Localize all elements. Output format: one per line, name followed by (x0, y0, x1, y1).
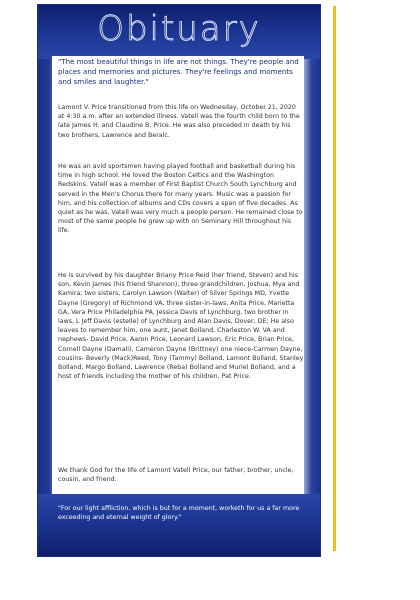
gold-divider-line (333, 6, 336, 551)
paragraph-survivors: He is survived by his daughter Briany Price Reid (her friend, Steven) and his son, Kevin James (his friend Shannon), three grandchildren, Joshua, Mya and Kamira; two sisters, Carolyn Lawson (Walter) of Silver Springs MD, Yvette Dayne (Gregory) of Richmond VA, three sister-in-laws, Anita Price, Marietta GA, Vera Price Philadelphia PA, Jessica Davis of Lynchburg, two brother in laws, L Jeff Davis (estelle) of Lynchburg and Alan Davis, Dover, DE; He also leaves to remember him, one aunt, Janet Bolland, Charleston W. VA and nephews- David Price, Aaron Price, Leonard Lawson, Eric Price, Brian Price, Cornell Dayne (Damali), Cameron Dayne (Brittney) one niece-Carmen Dayne, cousins- Beverly (Mack)Reed, Tony (Tammy) Bolland, Lamont Bolland, Stanley Bolland, Margo Bolland, Lawrence (Reba) Bolland and Muriel Bolland, and a host of friends including the mother of his children, Pat Price. (58, 272, 304, 381)
page-title: Obituary (97, 9, 261, 49)
paragraph-announcement: Lamont V. Price transitioned from this life on Wednesday, October 21, 2020 at 4:30 a.m. after an extended illness. Vatell was the fourth child born to the late James H. and Claudine B. Price. He was also preceded in death by his two brothers, Lawrence and Beralc. (58, 104, 300, 139)
paragraph-life: He was an avid sportsmen having played football and basketball during his time in high school. He loved the Boston Celtics and the Washington Redskins. Vatell was a member of First Baptist Church South Lynchburg and served in the Men's Chorus there for many years. Music was a passion for him, and his collection of albums and CDs covers a span of five decades. As quiet as he was, Vatell was very much a people person. He remained close to most of the same people he grew up with on Seminary Hill throughout his life. (58, 163, 303, 235)
opening-quote: "The most beautiful things in life are not things. They're people and places and memories and pictures. They're feelings and moments and smiles and laughter." (58, 57, 299, 87)
closing-quote: "For our light affliction, which is but for a moment, worketh for us a far more exceeding and eternal weight of glory." (58, 505, 300, 522)
paragraph-thanks: We thank God for the life of Lamont Vatell Price, our father, brother, uncle, cousin, and friend. (58, 467, 294, 484)
